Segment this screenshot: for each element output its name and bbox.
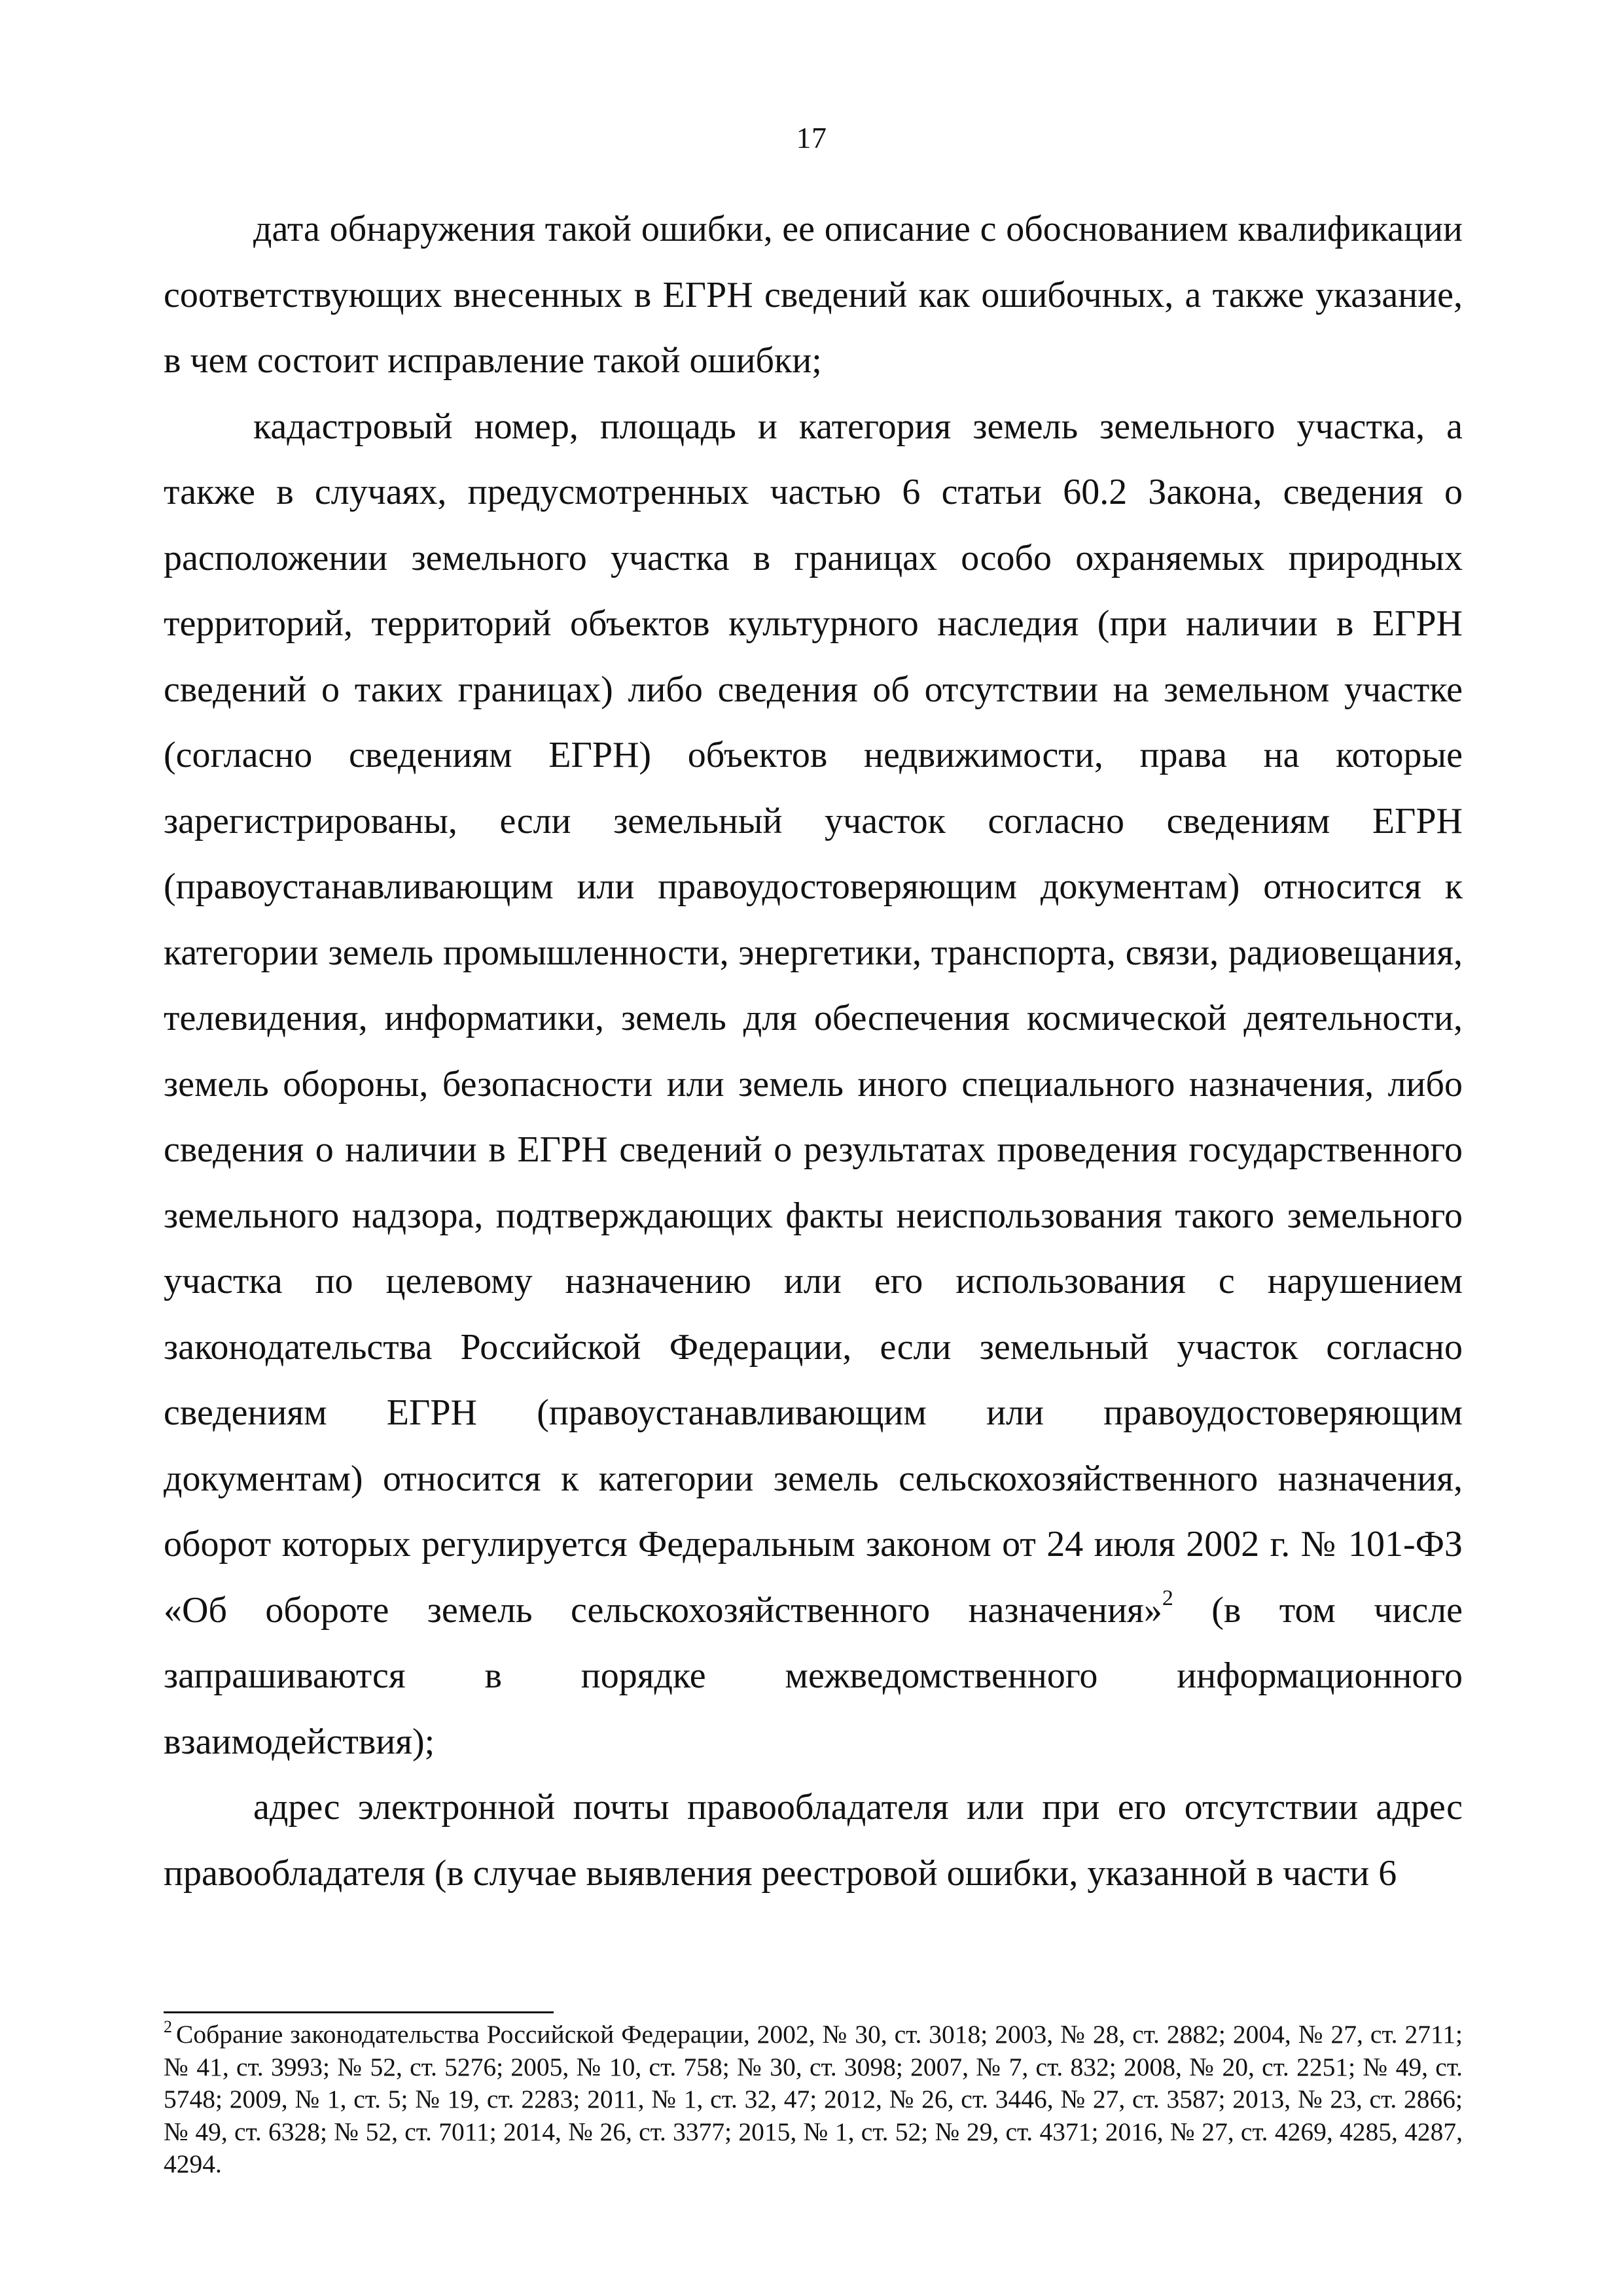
paragraph-text: адрес электронной почты правообладателя или при его отсутствии адрес правообладателя (в случае выявления реестровой ошибки, указанной в части 6 bbox=[164, 1787, 1463, 1894]
paragraph-text: кадастровый номер, площадь и категория земель земельного участка, а также в случаях, предусмотренных частью 6 статьи 60.2 Закона, сведения о расположении земельного участка в границах особо охраняемых природных территорий, территорий объектов культурного наследия (при наличии в ЕГРН сведений о таких границах) либо сведения об отсутствии на земельном участке (согласно сведениям ЕГРН) объектов недвижимости, права на которые зарегистрированы, если земельный участок согласно сведениям ЕГРН (правоустанавливающим или правоудостоверяющим документам) относится к категории земель промышленности, энергетики, транспорта, связи, радиовещания, телевидения, информатики, земель для обеспечения космической деятельности, земель обороны, безопасности или земель иного специального назначения, либо сведения о наличии в ЕГРН сведений о результатах проведения государственного земельного надзора, подтверждающих факты неиспользования такого земельного участка по целевому назначению или его использования с нарушением законодательства Российской Федерации, если земельный участок согласно сведениям ЕГРН (правоустанавливающим или правоудостоверяющим документам) относится к категории земель сельскохозяйственного назначения, оборот которых регулируется Федеральным законом от 24 июля 2002 г. № 101-ФЗ «Об обороте земель сельскохозяйственного назначения» bbox=[164, 406, 1463, 1631]
footnote-marker: 2 bbox=[164, 2017, 172, 2036]
paragraph-email-address bbox=[164, 1775, 1463, 1906]
paragraph-text-continued: (в том числе запрашиваются в порядке межведомственного информационного взаимодействия); bbox=[164, 1589, 1463, 1762]
footnote bbox=[164, 2019, 1463, 2181]
body-text bbox=[164, 196, 1463, 1906]
footnote-reference: 2 bbox=[1162, 1585, 1173, 1610]
paragraph-text: дата обнаружения такой ошибки, ее описание с обоснованием квалификации соответствующих внесенных в ЕГРН сведений как ошибочных, а также указание, в чем состоит исправление такой ошибки; bbox=[164, 209, 1463, 381]
page-number: 17 bbox=[796, 121, 827, 154]
footnote-text: Собрание законодательства Российской Федерации, 2002, № 30, ст. 3018; 2003, № 28, ст. 2882; 2004, № 27, ст. 2711; № 41, ст. 3993; № 52, ст. 5276; 2005, № 10, ст. 758; № 30, ст. 3098; 2007, № 7, ст. 832; 2008, № 20, ст. 2251; № 49, ст. 5748; 2009, № 1, ст. 5; № 19, ст. 2283; 2011, № 1, ст. 32, 47; 2012, № 26, ст. 3446, № 27, ст. 3587; 2013, № 23, ст. 2866; № 49, ст. 6328; № 52, ст. 7011; 2014, № 26, ст. 3377; 2015, № 1, ст. 52; № 29, ст. 4371; 2016, № 27, ст. 4269, 4285, 4287, 4294. bbox=[164, 2020, 1463, 2178]
paragraph-cadastral-number bbox=[164, 394, 1463, 1775]
paragraph-error-date bbox=[164, 196, 1463, 394]
footnote-separator bbox=[164, 2011, 554, 2013]
